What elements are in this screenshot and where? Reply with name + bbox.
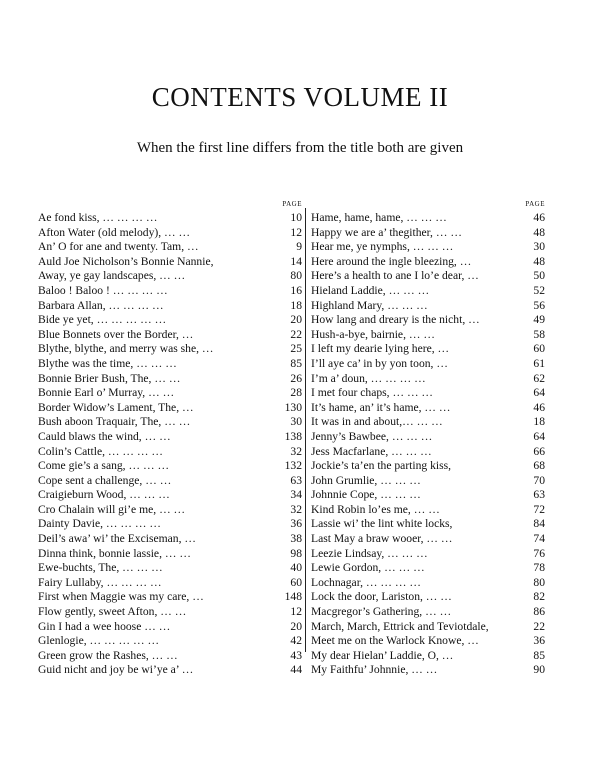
entry-page-number: 10: [290, 211, 302, 224]
contents-entry: [38, 313, 302, 328]
contents-entry: [38, 226, 302, 241]
entry-title: Blue Bonnets over the Border, …: [38, 327, 194, 341]
contents-entry: [311, 255, 545, 270]
entry-title: Bide ye yet, … … … … …: [38, 313, 167, 327]
entry-title: Come gie’s a sang, … … …: [38, 459, 170, 473]
entry-page-number: 60: [533, 342, 545, 356]
entry-title: Colin’s Cattle, … … … …: [38, 444, 163, 458]
contents-entry: [38, 547, 302, 562]
entry-title: John Grumlie, … … …: [311, 473, 421, 487]
contents-entry: [311, 430, 545, 445]
entry-title: Meet me on the Warlock Knowe, …: [311, 634, 479, 648]
contents-entry: [311, 226, 545, 241]
entry-title: Flow gently, sweet Afton, … …: [38, 605, 187, 619]
contents-entry: [311, 605, 545, 620]
contents-entry: [311, 532, 545, 547]
entry-page-number: 46: [533, 400, 545, 414]
contents-entry: [38, 240, 302, 255]
contents-entry: [38, 386, 302, 401]
entry-page-number: 43: [290, 648, 302, 662]
contents-entry: [311, 649, 545, 664]
contents-entry: [38, 415, 302, 430]
entry-title: Ae fond kiss, … … … …: [38, 211, 158, 224]
entry-page-number: 36: [533, 634, 545, 648]
entry-page-number: 22: [533, 619, 545, 633]
page-subtitle: When the first line differs from the title both are given: [136, 140, 464, 156]
entry-page-number: 80: [290, 269, 302, 283]
contents-entry: [311, 547, 545, 562]
contents-entry: [311, 386, 545, 401]
entry-title: Jockie’s ta’en the parting kiss,: [311, 459, 452, 473]
entry-page-number: 12: [290, 225, 302, 239]
entry-page-number: 61: [533, 356, 545, 370]
entry-title: Bonnie Brier Bush, The, … …: [38, 371, 181, 385]
contents-entry: [311, 445, 545, 460]
contents-entry: [311, 357, 545, 372]
entry-page-number: 32: [290, 444, 302, 458]
entry-title: Hush-a-bye, bairnie, … …: [311, 327, 435, 341]
entry-page-number: 26: [290, 371, 302, 385]
entry-page-number: 20: [290, 619, 302, 633]
entry-page-number: 66: [533, 444, 545, 458]
entry-title: Lewie Gordon, … … …: [311, 561, 425, 575]
entry-title: Lochnagar, … … … …: [311, 575, 421, 589]
contents-entry: [311, 474, 545, 489]
contents-list-left: [38, 211, 302, 678]
contents-entry: [311, 342, 545, 357]
contents-entry: [38, 488, 302, 503]
entry-title: How lang and dreary is the nicht, …: [311, 313, 480, 327]
contents-entry: [311, 663, 545, 678]
contents-entry: [311, 488, 545, 503]
entry-page-number: 30: [533, 240, 545, 254]
entry-page-number: 20: [290, 313, 302, 327]
entry-title: Macgregor’s Gathering, … …: [311, 605, 452, 619]
entry-page-number: 70: [533, 473, 545, 487]
entry-title: Cauld blaws the wind, … …: [38, 429, 171, 443]
contents-entry: [38, 590, 302, 605]
entry-page-number: 130: [284, 400, 302, 414]
column-divider: [305, 208, 306, 652]
contents-list-right: [311, 211, 545, 678]
entry-page-number: 16: [290, 283, 302, 297]
entry-page-number: 74: [533, 532, 545, 546]
entry-title: Hame, hame, hame, … … …: [311, 211, 447, 224]
entry-title: Dainty Davie, … … … …: [38, 517, 162, 531]
entry-title: Cope sent a challenge, … …: [38, 473, 172, 487]
page-column-header: PAGE: [525, 200, 545, 208]
contents-entry: [311, 313, 545, 328]
entry-page-number: 58: [533, 327, 545, 341]
entry-page-number: 48: [533, 225, 545, 239]
entry-page-number: 44: [290, 663, 302, 677]
entry-page-number: 56: [533, 298, 545, 312]
entry-title: Highland Mary, … … …: [311, 298, 428, 312]
contents-entry: [38, 459, 302, 474]
entry-page-number: 49: [533, 313, 545, 327]
entry-page-number: 78: [533, 561, 545, 575]
contents-entry: [311, 284, 545, 299]
contents-entry: [38, 342, 302, 357]
entry-page-number: 22: [290, 327, 302, 341]
entry-title: Craigieburn Wood, … … …: [38, 488, 170, 502]
entry-page-number: 46: [533, 211, 545, 224]
contents-entry: [38, 357, 302, 372]
entry-title: It was in and about,… … …: [311, 415, 443, 429]
entry-title: I’m a’ doun, … … … …: [311, 371, 426, 385]
entry-title: Green grow the Rashes, … …: [38, 648, 178, 662]
contents-entry: [38, 517, 302, 532]
contents-entry: [311, 299, 545, 314]
entry-page-number: 32: [290, 502, 302, 516]
entry-title: Happy we are a’ thegither, … …: [311, 225, 462, 239]
entry-title: Here around the ingle bleezing, …: [311, 254, 472, 268]
page-column-header: PAGE: [282, 200, 302, 208]
contents-entry: [38, 401, 302, 416]
contents-entry: [38, 634, 302, 649]
contents-entry: [38, 372, 302, 387]
contents-entry: [311, 269, 545, 284]
contents-entry: [311, 620, 545, 635]
contents-entry: [38, 620, 302, 635]
contents-entry: [311, 634, 545, 649]
entry-title: Kind Robin lo’es me, … …: [311, 502, 440, 516]
contents-entry: [311, 415, 545, 430]
entry-title: Gin I had a wee hoose … …: [38, 619, 171, 633]
entry-title: Fairy Lullaby, … … … …: [38, 575, 162, 589]
contents-column-left: [38, 199, 302, 678]
entry-title: Blythe was the time, … … …: [38, 356, 177, 370]
contents-entry: [311, 240, 545, 255]
entry-page-number: 36: [290, 517, 302, 531]
entry-page-number: 64: [533, 429, 545, 443]
contents-entry: [38, 649, 302, 664]
entry-title: Johnnie Cope, … … …: [311, 488, 421, 502]
entry-page-number: 80: [533, 575, 545, 589]
contents-entry: [38, 269, 302, 284]
entry-page-number: 138: [284, 429, 302, 443]
entry-page-number: 148: [284, 590, 302, 604]
contents-entry: [38, 532, 302, 547]
entry-page-number: 76: [533, 546, 545, 560]
entry-title: Last May a braw wooer, … …: [311, 532, 453, 546]
contents-entry: [311, 328, 545, 343]
entry-title: Barbara Allan, … … … …: [38, 298, 164, 312]
entry-page-number: 38: [290, 532, 302, 546]
entry-title: March, March, Ettrick and Teviotdale,: [311, 619, 489, 633]
entry-page-number: 12: [290, 605, 302, 619]
entry-title: Border Widow’s Lament, The, …: [38, 400, 194, 414]
contents-entry: [311, 459, 545, 474]
entry-page-number: 132: [284, 459, 302, 473]
contents-entry: [311, 503, 545, 518]
entry-title: An’ O for ane and twenty. Tam, …: [38, 240, 199, 254]
entry-page-number: 62: [533, 371, 545, 385]
entry-page-number: 98: [290, 546, 302, 560]
entry-page-number: 25: [290, 342, 302, 356]
contents-entry: [38, 284, 302, 299]
contents-entry: [38, 299, 302, 314]
entry-page-number: 52: [533, 283, 545, 297]
entry-page-number: 34: [290, 488, 302, 502]
entry-title: Deil’s awa’ wi’ the Exciseman, …: [38, 532, 196, 546]
entry-page-number: 40: [290, 561, 302, 575]
contents-entry: [311, 590, 545, 605]
contents-entry: [38, 328, 302, 343]
entry-title: Leezie Lindsay, … … …: [311, 546, 428, 560]
entry-title: Glenlogie, … … … … …: [38, 634, 160, 648]
entry-page-number: 86: [533, 605, 545, 619]
entry-title: Jess Macfarlane, … … …: [311, 444, 432, 458]
entry-title: Lassie wi’ the lint white locks,: [311, 517, 453, 531]
entry-page-number: 60: [290, 575, 302, 589]
entry-title: Cro Chalain will gi’e me, … …: [38, 502, 186, 516]
entry-title: Hear me, ye nymphs, … … …: [311, 240, 454, 254]
entry-title: Auld Joe Nicholson’s Bonnie Nannie,: [38, 254, 214, 268]
contents-column-right: [311, 199, 545, 678]
entry-page-number: 72: [533, 502, 545, 516]
contents-entry: [311, 211, 545, 226]
contents-entry: [38, 576, 302, 591]
entry-title: I’ll aye ca’ in by yon toon, …: [311, 356, 448, 370]
entry-page-number: 90: [533, 663, 545, 677]
entry-page-number: 84: [533, 517, 545, 531]
entry-page-number: 68: [533, 459, 545, 473]
entry-page-number: 9: [296, 240, 302, 254]
contents-entry: [38, 474, 302, 489]
entry-page-number: 28: [290, 386, 302, 400]
entry-page-number: 85: [533, 648, 545, 662]
entry-page-number: 30: [290, 415, 302, 429]
entry-title: Afton Water (old melody), … …: [38, 225, 191, 239]
entry-title: Hieland Laddie, … … …: [311, 283, 430, 297]
entry-title: Baloo ! Baloo ! … … … …: [38, 283, 168, 297]
entry-title: Blythe, blythe, and merry was she, …: [38, 342, 214, 356]
entry-page-number: 50: [533, 269, 545, 283]
entry-page-number: 63: [290, 473, 302, 487]
entry-title: Ewe-buchts, The, … … …: [38, 561, 163, 575]
contents-entry: [311, 517, 545, 532]
entry-title: It’s hame, an’ it’s hame, … …: [311, 400, 451, 414]
contents-entry: [38, 211, 302, 226]
entry-page-number: 82: [533, 590, 545, 604]
contents-entry: [38, 255, 302, 270]
entry-title: First when Maggie was my care, …: [38, 590, 204, 604]
contents-entry: [38, 561, 302, 576]
entry-title: Bonnie Earl o’ Murray, … …: [38, 386, 175, 400]
contents-entry: [311, 401, 545, 416]
entry-page-number: 85: [290, 356, 302, 370]
entry-page-number: 64: [533, 386, 545, 400]
entry-title: I left my dearie lying here, …: [311, 342, 450, 356]
entry-title: I met four chaps, … … …: [311, 386, 434, 400]
entry-page-number: 42: [290, 634, 302, 648]
entry-page-number: 14: [290, 254, 302, 268]
contents-entry: [38, 430, 302, 445]
contents-entry: [311, 372, 545, 387]
entry-title: Jenny’s Bawbee, … … …: [311, 429, 433, 443]
contents-entry: [38, 663, 302, 678]
contents-entry: [38, 445, 302, 460]
entry-page-number: 18: [290, 298, 302, 312]
contents-entry: [311, 576, 545, 591]
entry-title: My dear Hielan’ Laddie, O, …: [311, 648, 454, 662]
entry-page-number: 63: [533, 488, 545, 502]
entry-title: Lock the door, Lariston, … …: [311, 590, 452, 604]
entry-title: Away, ye gay landscapes, … …: [38, 269, 186, 283]
contents-entry: [311, 561, 545, 576]
entry-title: Bush aboon Traquair, The, … …: [38, 415, 191, 429]
page-title: CONTENTS VOLUME II: [151, 82, 449, 112]
contents-entry: [38, 605, 302, 620]
entry-page-number: 48: [533, 254, 545, 268]
entry-title: Dinna think, bonnie lassie, … …: [38, 546, 191, 560]
entry-title: My Faithfu’ Johnnie, … …: [311, 663, 438, 677]
entry-title: Here’s a health to ane I lo’e dear, …: [311, 269, 479, 283]
contents-entry: [38, 503, 302, 518]
entry-title: Guid nicht and joy be wi’ye a’ …: [38, 663, 194, 677]
entry-page-number: 18: [533, 415, 545, 429]
